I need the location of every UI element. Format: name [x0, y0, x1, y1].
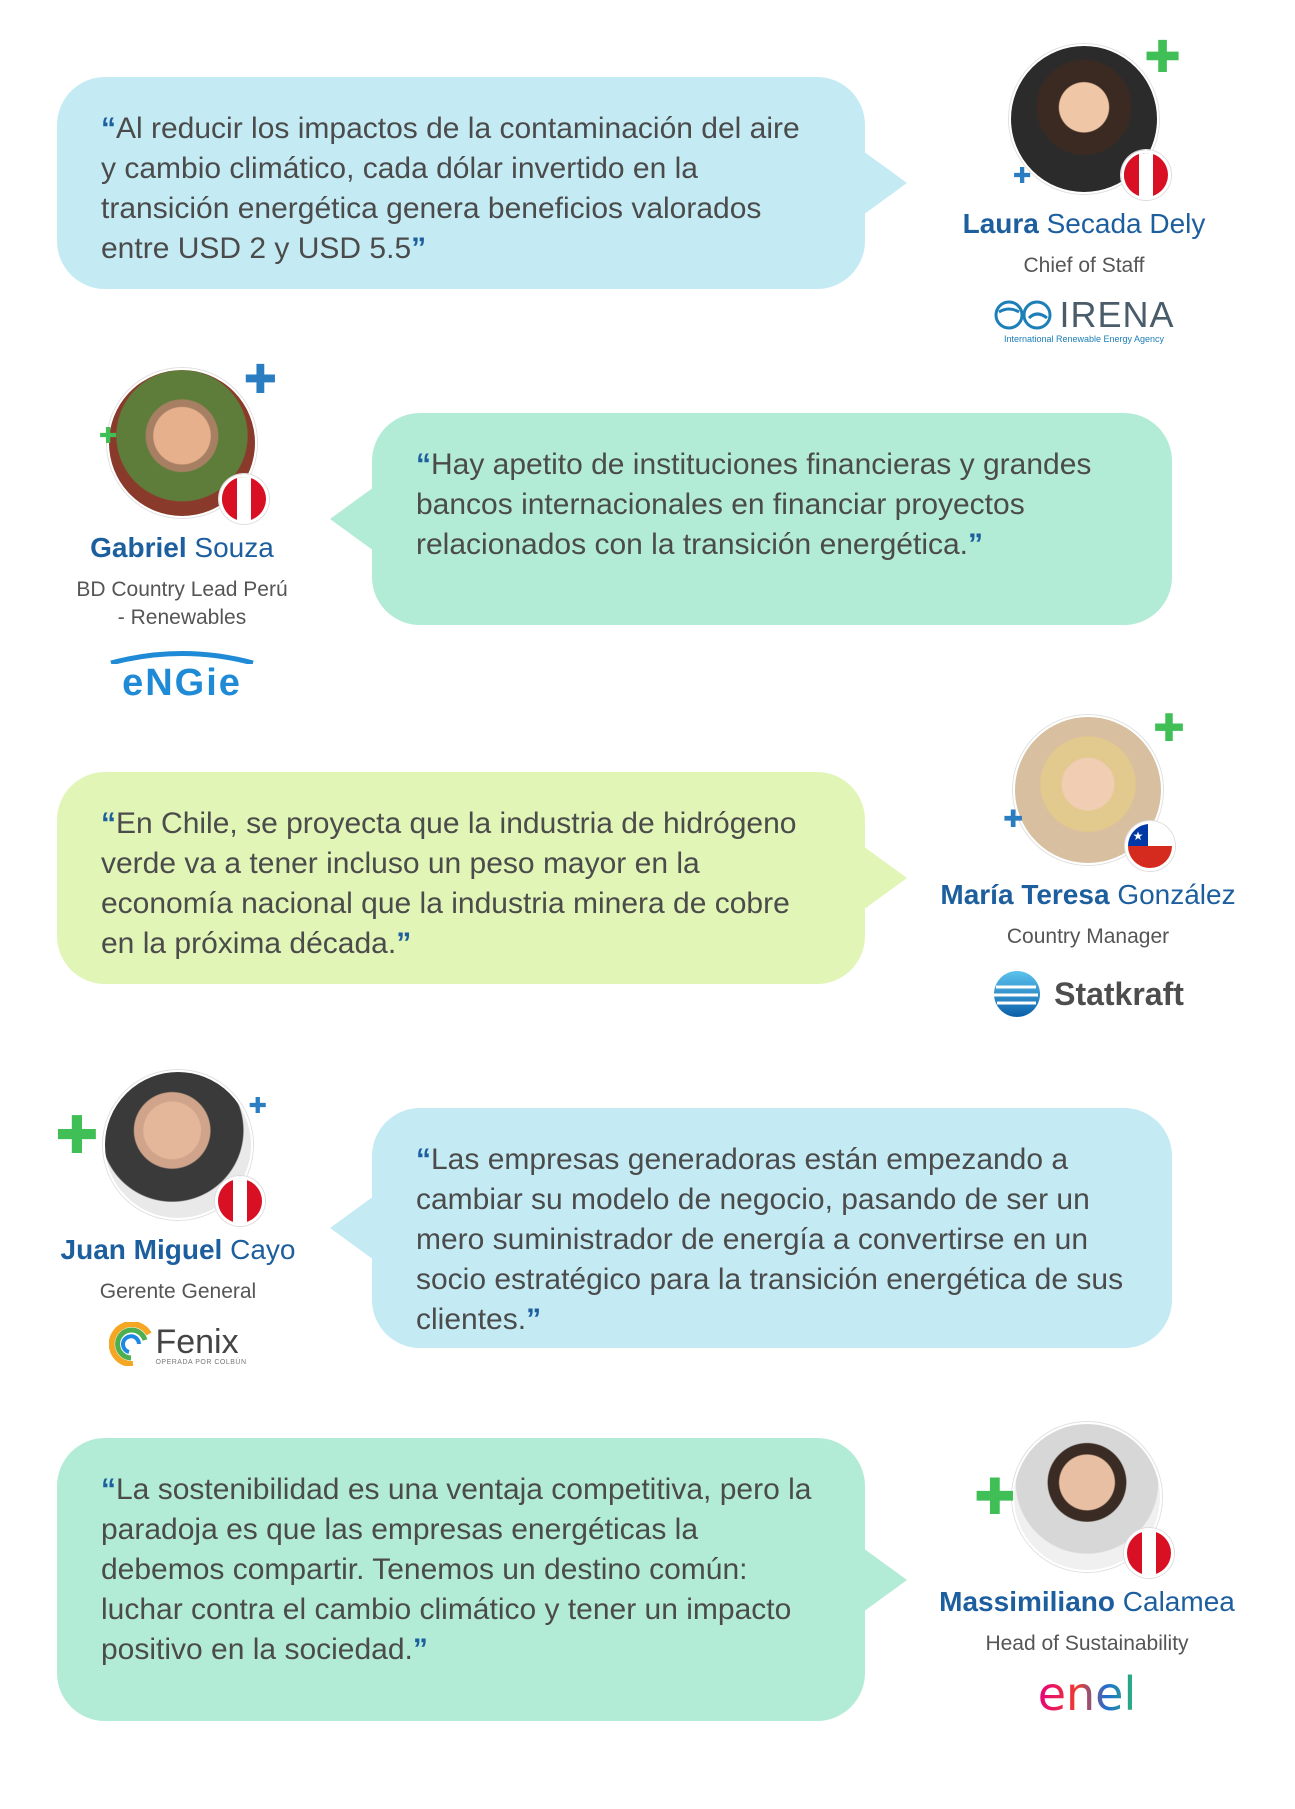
- irena-logo: IRENA International Renewable Energy Agency: [924, 294, 1244, 344]
- peru-flag-icon: [1121, 150, 1171, 200]
- speaker-photo: [55, 1070, 267, 1220]
- statkraft-globe-icon: [992, 969, 1042, 1019]
- speaker-photo: [1009, 32, 1181, 194]
- speaker-card: [928, 706, 1248, 1019]
- plus-icon: ✚: [99, 424, 118, 449]
- speaker-card: [927, 1422, 1247, 1722]
- chile-flag-icon: [1125, 821, 1175, 871]
- quote-bubble: [372, 1108, 1172, 1348]
- speaker-card: [18, 1070, 338, 1366]
- speaker-role: Chief of Staff: [1023, 254, 1145, 277]
- enel-logo: [927, 1668, 1247, 1722]
- svg-text:★: ★: [1132, 829, 1144, 843]
- peru-flag-icon: [1124, 1528, 1174, 1578]
- speaker-photo: [1003, 706, 1185, 865]
- plus-icon: ✚: [1003, 805, 1024, 833]
- quote-text: “Hay apetito de instituciones financieras y grandes bancos internacionales en financiar proyectos relacionados con la transición energética.”: [416, 448, 1092, 561]
- svg-text:enel: enel: [1037, 1668, 1137, 1721]
- speaker-card: [22, 357, 342, 705]
- plus-icon: ✚: [243, 357, 277, 403]
- quote-bubble: [57, 772, 865, 984]
- statkraft-logo: Statkraft: [928, 969, 1248, 1019]
- speaker-card: [924, 32, 1244, 344]
- enel-wordmark-icon: [1017, 1668, 1157, 1722]
- plus-icon: ✚: [1013, 164, 1032, 189]
- globe-icon: [993, 300, 1055, 330]
- speaker-role: Country Manager: [1006, 925, 1170, 948]
- quote-bubble: [372, 413, 1172, 625]
- speaker-name: Gabriel Souza: [90, 532, 274, 563]
- plus-icon: ✚: [55, 1106, 99, 1166]
- fenix-swirl-icon: [109, 1322, 153, 1366]
- speaker-name: Laura Secada Dely: [962, 208, 1206, 239]
- speaker-name: Massimiliano Calamea: [939, 1586, 1235, 1617]
- speaker-photo: [99, 357, 277, 518]
- plus-icon: ✚: [248, 1094, 267, 1119]
- plus-icon: ✚: [1144, 32, 1181, 83]
- speaker-role: Head of Sustainability: [985, 1632, 1189, 1655]
- quote-bubble: [57, 1438, 865, 1721]
- engie-logo: eNGie: [22, 650, 342, 705]
- plus-icon: ✚: [1153, 706, 1185, 750]
- quote-text: “Al reducir los impactos de la contaminación del aire y cambio climático, cada dólar invertido en la transición energética genera beneficios valorados entre USD 2 y USD 5.5”: [101, 112, 800, 265]
- speaker-role: Gerente General: [99, 1280, 257, 1303]
- quote-text: “La sostenibilidad es una ventaja competitiva, pero la paradoja es que las empresas energéticas la debemos compartir. Tenemos un destino común: luchar contra el cambio climático y tener un impacto positivo en la sociedad.”: [101, 1473, 812, 1666]
- quote-bubble: [57, 77, 865, 289]
- speaker-name: Juan Miguel Cayo: [60, 1234, 296, 1265]
- quote-text: “En Chile, se proyecta que la industria de hidrógeno verde va a tener incluso un peso mayor en la economía nacional que la industria minera de cobre en la próxima década.”: [101, 807, 797, 960]
- peru-flag-icon: [219, 474, 269, 524]
- plus-icon: ✚: [974, 1468, 1016, 1526]
- quote-text: “Las empresas generadoras están empezando a cambiar su modelo de negocio, pasando de ser un mero suministrador de energía a convertirse en un socio estratégico para la transición energética de sus clientes.”: [416, 1143, 1124, 1336]
- speaker-name: María Teresa González: [940, 879, 1236, 910]
- speaker-role: BD Country Lead Perú - Renewables: [76, 578, 288, 629]
- peru-flag-icon: [215, 1176, 265, 1226]
- fenix-logo: Fenix OPERADA POR COLBÚN: [18, 1322, 338, 1366]
- speaker-photo: [974, 1422, 1162, 1572]
